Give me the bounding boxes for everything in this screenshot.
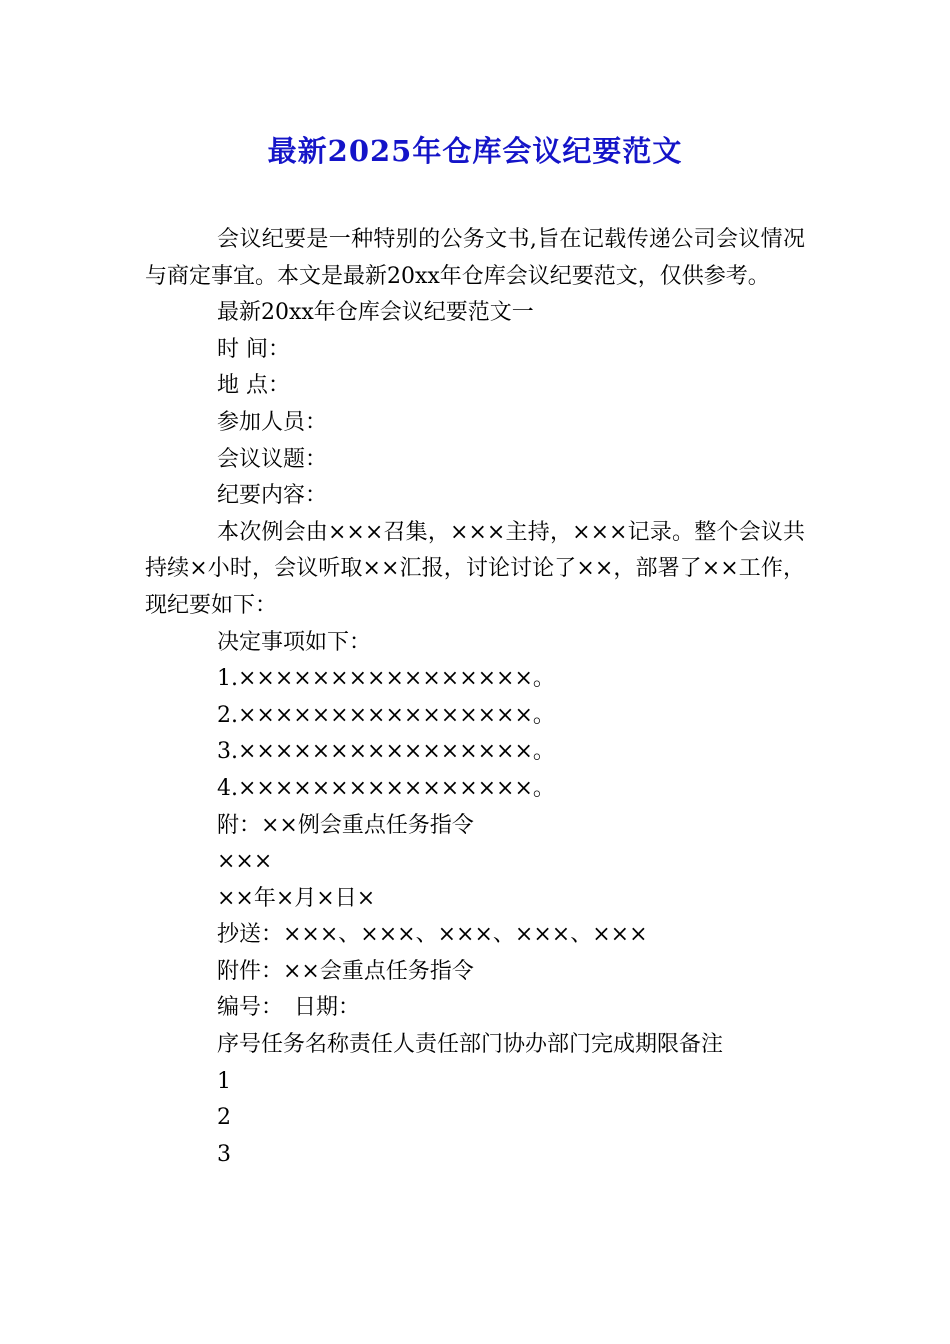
place-line: 地 点：	[217, 373, 290, 399]
section-heading: 最新20xx年仓库会议纪要范文一	[217, 300, 534, 326]
document-title: 最新2025年仓库会议纪要范文	[267, 134, 683, 168]
attachment-line: 附件：××会重点任务指令	[217, 958, 474, 984]
topic-line: 会议议题：	[217, 446, 328, 472]
intro-paragraph: 会议纪要是一种特别的公务文书,旨在记载传递公司会议情况与商定事宜。本文是最新20xx年仓库会议纪要范文，仅供参考。	[145, 227, 805, 289]
signer: ×××	[217, 849, 273, 875]
document-body	[145, 222, 805, 1173]
content-line: 纪要内容：	[217, 483, 328, 509]
decision-item: 2.××××××××××××××××。	[217, 702, 555, 728]
attachment-note: 附：××例会重点任务指令	[217, 812, 474, 838]
number-date-line: 编号： 日期：	[217, 995, 361, 1021]
decision-item: 1.××××××××××××××××。	[217, 666, 555, 692]
time-line: 时 间：	[217, 336, 290, 362]
attendees-line: 参加人员：	[217, 409, 328, 435]
date-line: ××年×月×日×	[217, 885, 376, 911]
decisions-heading: 决定事项如下：	[217, 629, 372, 655]
table-row: 3	[217, 1141, 231, 1167]
table-row: 2	[217, 1105, 231, 1131]
summary-paragraph: 本次例会由×××召集，×××主持，×××记录。整个会议共持续×小时，会议听取××汇报，讨论讨论了××，部署了××工作，现纪要如下：	[145, 519, 805, 618]
decision-item: 4.××××××××××××××××。	[217, 775, 555, 801]
table-row: 1	[217, 1068, 231, 1094]
decision-item: 3.××××××××××××××××。	[217, 739, 555, 765]
cc-line: 抄送：×××、×××、×××、×××、×××	[217, 922, 648, 948]
table-header: 序号任务名称责任人责任部门协办部门完成期限备注	[217, 1032, 724, 1058]
